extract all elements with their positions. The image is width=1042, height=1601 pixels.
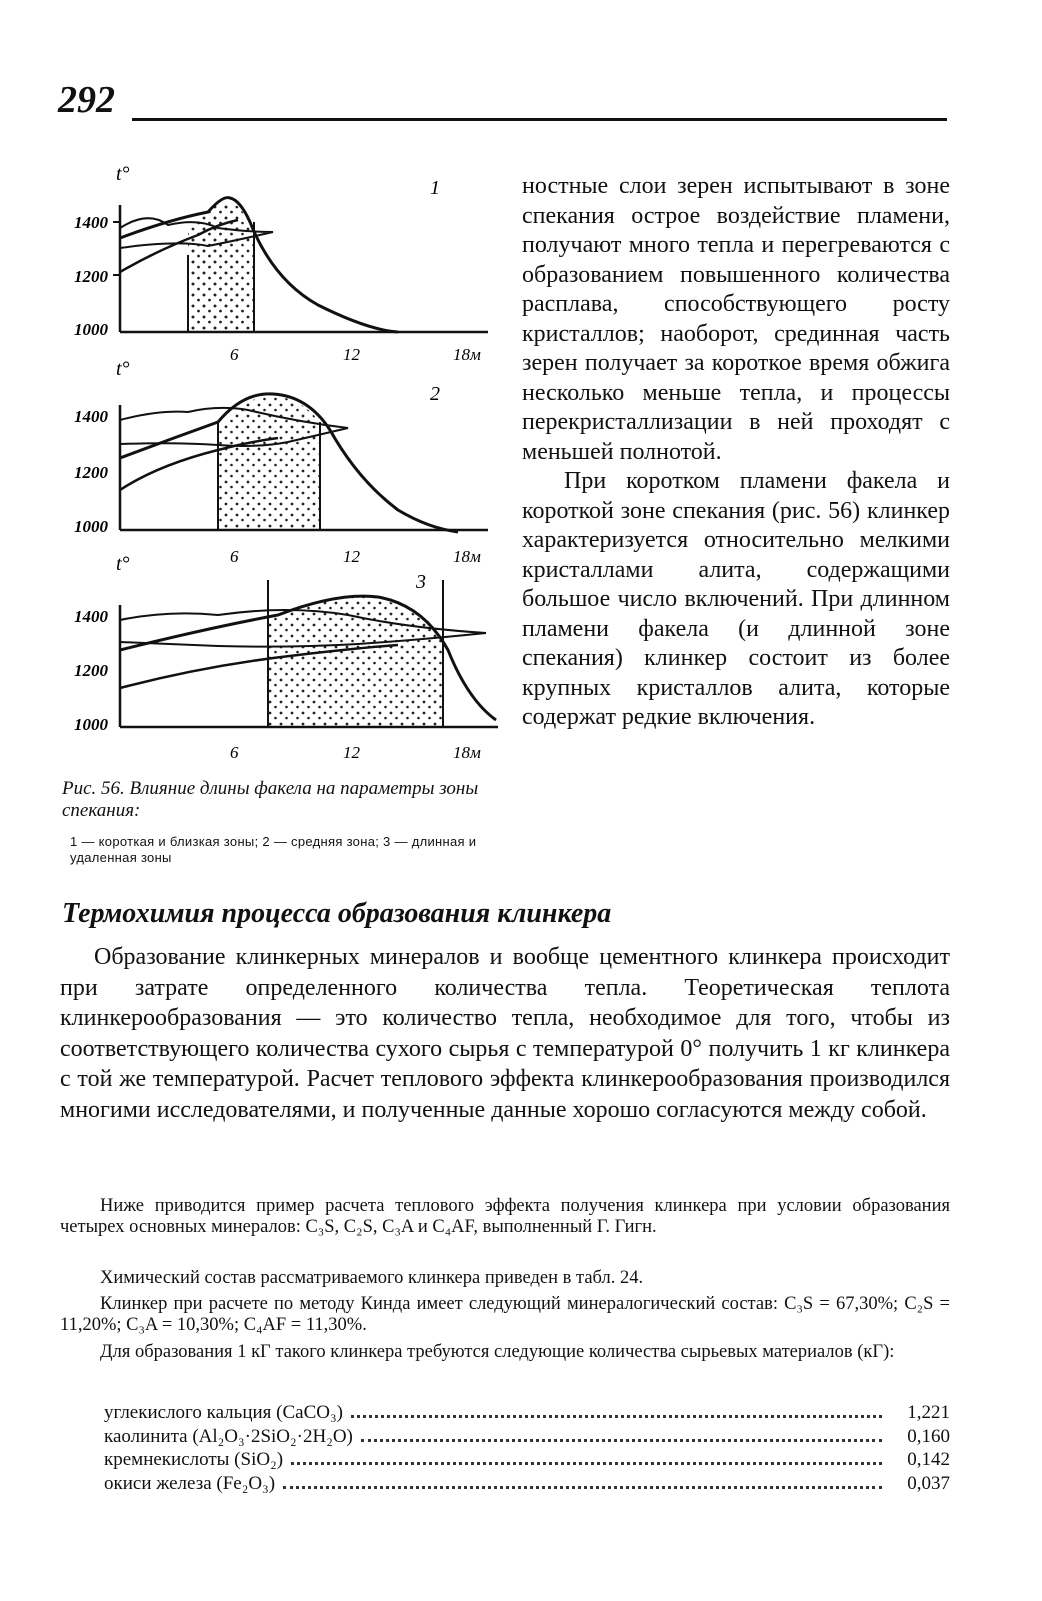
small-paragraph: Для образования 1 кГ такого клинкера требуются следующие количества сырьевых материалов (кГ): xyxy=(100,1342,895,1362)
x-tick: 12 xyxy=(343,547,360,566)
small-paragraph: Клинкер при расчете по методу Кинда имеет следующий минералогический состав: C₃S = 67,30%; C₂S = 11,20%; C₃A = 10,30%; C₄AF = 11,30%. xyxy=(60,1294,950,1335)
list-item xyxy=(104,1473,950,1497)
figure-caption: Рис. 56. Влияние длины факела на параметры зоны спекания: xyxy=(62,778,479,822)
y-tick: 1400 xyxy=(74,213,108,232)
list-item xyxy=(104,1449,950,1473)
y-tick: 1000 xyxy=(74,517,108,536)
leader-dots xyxy=(291,1462,882,1465)
right-column-text xyxy=(522,172,950,733)
material-value: 0,142 xyxy=(907,1449,950,1470)
x-tick: 18м xyxy=(453,547,481,566)
x-tick: 18м xyxy=(453,743,481,762)
section-title: Термохимия процесса образования клинкера xyxy=(62,898,612,929)
material-name: кремнекислоты (SiO₂) xyxy=(104,1449,284,1470)
x-tick: 6 xyxy=(230,345,239,364)
materials-list xyxy=(104,1402,950,1496)
x-tick: 18м xyxy=(453,345,481,364)
list-item xyxy=(104,1426,950,1450)
y-tick: 1000 xyxy=(74,320,108,339)
panel-2 xyxy=(74,358,488,566)
x-tick: 6 xyxy=(230,547,239,566)
figure-legend: 1 — короткая и близкая зоны; 2 — средняя зона; 3 — длинная и удаленная зоны xyxy=(70,834,477,865)
paragraph: ностные слои зерен испытывают в зоне спекания острое воздействие пламени, получают много тепла и перегреваются с образованием повышенного количества расплава, способствующего росту кристаллов; наоборот, срединная часть зерен получает за короткое время обжига несколько меньше тепла, и процессы перекристаллизации в ней проходят с меньшей полнотой. xyxy=(522,173,950,465)
panel-label-2: 2 xyxy=(430,383,440,405)
material-value: 0,160 xyxy=(907,1425,950,1447)
panel-1 xyxy=(74,163,488,364)
panel-label-1: 1 xyxy=(430,177,440,199)
x-tick: 12 xyxy=(343,743,360,762)
list-item xyxy=(104,1402,950,1426)
leader-dots xyxy=(351,1415,882,1418)
small-paragraph: Ниже приводится пример расчета теплового эффекта получения клинкера при условии образования четырех основных минералов: C₃S, C₂S, C₃A и C₄AF, выполненный Г. Гигн. xyxy=(60,1196,950,1237)
panel-3 xyxy=(74,553,498,762)
header-rule xyxy=(132,118,947,121)
x-tick: 12 xyxy=(343,345,360,364)
material-value: 0,037 xyxy=(907,1472,950,1494)
x-tick: 6 xyxy=(230,743,239,762)
y-tick: 1400 xyxy=(74,607,108,626)
y-tick: 1400 xyxy=(74,407,108,426)
material-name: углекислого кальция (CaCO₃) xyxy=(104,1402,343,1423)
y-axis-label: t° xyxy=(116,358,130,380)
y-axis-label: t° xyxy=(116,163,130,185)
sintering-zone-figure xyxy=(58,160,508,770)
y-tick: 1200 xyxy=(74,661,108,680)
material-name: окиси железа (Fe₂O₃) xyxy=(104,1472,276,1494)
leader-dots xyxy=(361,1439,882,1442)
y-axis-label: t° xyxy=(116,553,130,575)
material-value: 1,221 xyxy=(907,1402,950,1423)
paragraph: При коротком пламени факела и короткой зоне спекания (рис. 56) клинкер характеризуется относительно мелкими кристаллами алита, содержащими большое число включений. При длинном пламени факела (и длинной зоне спекания) клинкер состоит из более крупных кристаллов алита, которые содержат редкие включения. xyxy=(522,468,950,730)
small-paragraph: Химический состав рассматриваемого клинкера приведен в табл. 24. xyxy=(100,1268,644,1288)
page-number: 292 xyxy=(58,79,115,121)
main-paragraph: Образование клинкерных минералов и вообще цементного клинкера происходит при затрате определенного количества тепла. Теоретическая теплота клинкерообразования — это количество тепла, необходимое для того, чтобы из соответствующего количества сухого сырья с температурой 0° получить 1 кг клинкера с той же температурой. Расчет теплового эффекта клинкерообразования производился многими исследователями, и полученные данные хорошо согласуются между собой. xyxy=(60,944,950,1123)
y-tick: 1000 xyxy=(74,715,108,734)
leader-dots xyxy=(283,1486,882,1489)
y-tick: 1200 xyxy=(74,267,108,286)
panel-label-3: 3 xyxy=(416,571,426,593)
y-tick: 1200 xyxy=(74,463,108,482)
material-name: каолинита (Al₂O₃·2SiO₂·2H₂O) xyxy=(104,1425,353,1447)
